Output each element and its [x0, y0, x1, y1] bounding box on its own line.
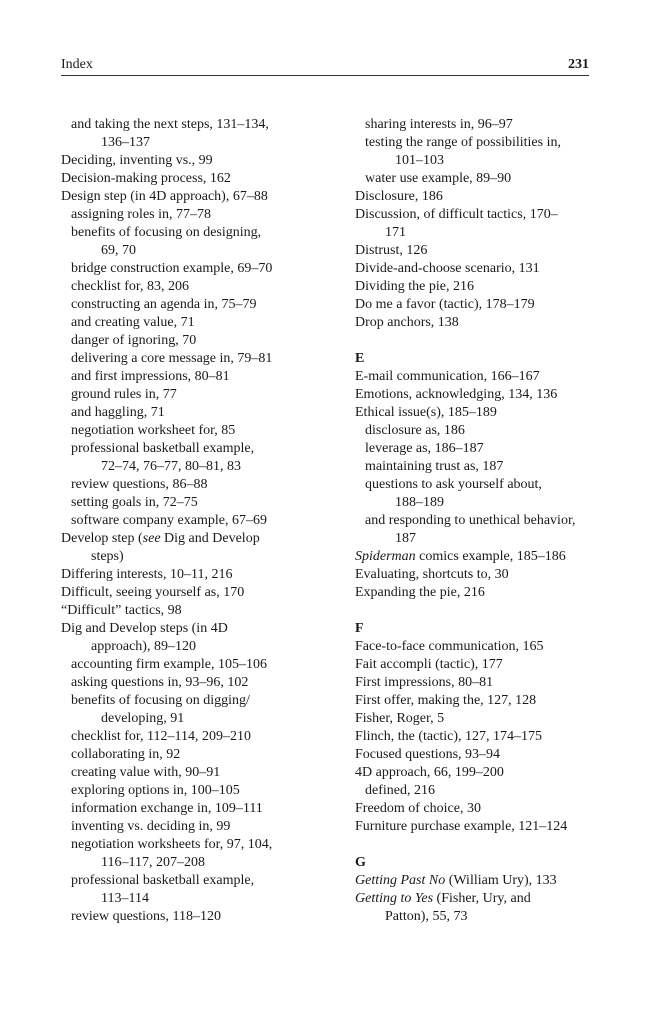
section-letter: E [355, 351, 365, 366]
index-subentry: testing the range of possibilities in, [365, 135, 561, 150]
index-subentry: steps) [91, 549, 124, 564]
index-subentry: and haggling, 71 [71, 405, 165, 420]
entry-text-part: Develop step ( [61, 531, 143, 546]
index-subentry: checklist for, 83, 206 [71, 279, 190, 294]
index-subentry: asking questions in, 93–96, 102 [71, 675, 249, 690]
index-entry [355, 890, 605, 908]
index-subentry: disclosure as, 186 [365, 423, 465, 438]
entry-text-part: comics example, 185–186 [415, 549, 566, 564]
index-subentry: negotiation worksheet for, 85 [71, 423, 236, 438]
entry-text-part: see [142, 531, 161, 546]
index-column-left [61, 116, 311, 926]
page-number: 231 [568, 57, 589, 72]
index-subentry: and responding to unethical behavior, [365, 513, 576, 528]
entry-text-part: (Fisher, Ury, and [433, 891, 531, 906]
index-subentry: software company example, 67–69 [71, 513, 267, 528]
index-subentry: danger of ignoring, 70 [71, 333, 197, 348]
index-entry: 4D approach, 66, 199–200 [355, 765, 504, 780]
index-subentry: accounting firm example, 105–106 [71, 657, 267, 672]
index-entry: Fisher, Roger, 5 [355, 711, 445, 726]
index-subentry: 136–137 [101, 135, 150, 150]
entry-text-part: Spiderman [355, 549, 416, 564]
index-subentry: professional basketball example, [71, 441, 255, 456]
index-entry: Focused questions, 93–94 [355, 747, 501, 762]
index-subentry: delivering a core message in, 79–81 [71, 351, 273, 366]
header-title: Index [61, 57, 93, 72]
index-subentry: constructing an agenda in, 75–79 [71, 297, 257, 312]
index-entry: Evaluating, shortcuts to, 30 [355, 567, 509, 582]
index-entry: Design step (in 4D approach), 67–88 [61, 189, 268, 204]
index-entry: First impressions, 80–81 [355, 675, 494, 690]
index-subentry: approach), 89–120 [91, 639, 196, 654]
section-spacer [355, 836, 605, 854]
index-subentry: review questions, 86–88 [71, 477, 208, 492]
index-subentry: developing, 91 [101, 711, 185, 726]
index-subentry: 116–117, 207–208 [101, 855, 205, 870]
index-entry: First offer, making the, 127, 128 [355, 693, 537, 708]
index-subentry: 113–114 [101, 891, 149, 906]
index-subentry: benefits of focusing on designing, [71, 225, 262, 240]
index-entry: Difficult, seeing yourself as, 170 [61, 585, 245, 600]
index-entry: Decision-making process, 162 [61, 171, 231, 186]
index-entry: Ethical issue(s), 185–189 [355, 405, 497, 420]
index-entry: Discussion, of difficult tactics, 170– [355, 207, 558, 222]
index-subentry: and creating value, 71 [71, 315, 195, 330]
index-subentry: and first impressions, 80–81 [71, 369, 230, 384]
section-spacer [355, 602, 605, 620]
index-entry: Furniture purchase example, 121–124 [355, 819, 568, 834]
index-subentry: water use example, 89–90 [365, 171, 512, 186]
index-entry: Differing interests, 10–11, 216 [61, 567, 233, 582]
entry-text-part: Getting to Yes [355, 891, 434, 906]
entry-text-part: (William Ury), 133 [445, 873, 557, 888]
index-subentry: negotiation worksheets for, 97, 104, [71, 837, 273, 852]
index-subentry: creating value with, 90–91 [71, 765, 221, 780]
index-subentry: 187 [395, 531, 416, 546]
index-subentry: 72–74, 76–77, 80–81, 83 [101, 459, 241, 474]
index-subentry: and taking the next steps, 131–134, [71, 117, 269, 132]
index-entry: E-mail communication, 166–167 [355, 369, 540, 384]
index-subentry: ground rules in, 77 [71, 387, 177, 402]
index-entry: Emotions, acknowledging, 134, 136 [355, 387, 558, 402]
index-subentry: information exchange in, 109–111 [71, 801, 263, 816]
index-entry: Disclosure, 186 [355, 189, 443, 204]
index-entry: Deciding, inventing vs., 99 [61, 153, 213, 168]
index-subentry: sharing interests in, 96–97 [365, 117, 513, 132]
entry-text-part: Dig and Develop [160, 531, 260, 546]
running-header [61, 56, 589, 76]
index-entry: Flinch, the (tactic), 127, 174–175 [355, 729, 543, 744]
index-subentry: setting goals in, 72–75 [71, 495, 198, 510]
index-column-right [355, 116, 605, 926]
section-letter: F [355, 621, 364, 636]
index-subentry: exploring options in, 100–105 [71, 783, 240, 798]
index-entry: Dividing the pie, 216 [355, 279, 474, 294]
index-entry: Divide-and-choose scenario, 131 [355, 261, 540, 276]
index-subentry: review questions, 118–120 [71, 909, 221, 924]
section-letter: G [355, 855, 366, 870]
index-subentry: defined, 216 [365, 783, 435, 798]
index-entry: Freedom of choice, 30 [355, 801, 481, 816]
index-subentry: maintaining trust as, 187 [365, 459, 504, 474]
index-entry: Distrust, 126 [355, 243, 428, 258]
index-subentry: inventing vs. deciding in, 99 [71, 819, 231, 834]
index-subentry: 188–189 [395, 495, 444, 510]
index-entry: Expanding the pie, 216 [355, 585, 485, 600]
index-subentry: checklist for, 112–114, 209–210 [71, 729, 251, 744]
index-subentry: leverage as, 186–187 [365, 441, 484, 456]
section-spacer [355, 332, 605, 350]
index-subentry: benefits of focusing on digging/ [71, 693, 250, 708]
index-subentry: professional basketball example, [71, 873, 255, 888]
index-entry [355, 872, 605, 890]
index-subentry: assigning roles in, 77–78 [71, 207, 211, 222]
index-entry: Dig and Develop steps (in 4D [61, 621, 228, 636]
index-entry: “Difficult” tactics, 98 [61, 603, 182, 618]
index-entry: Drop anchors, 138 [355, 315, 459, 330]
index-subentry: questions to ask yourself about, [365, 477, 542, 492]
index-subentry: bridge construction example, 69–70 [71, 261, 273, 276]
index-entry: Face-to-face communication, 165 [355, 639, 544, 654]
entry-text-part: Getting Past No [355, 873, 446, 888]
index-entry: Fait accompli (tactic), 177 [355, 657, 503, 672]
index-subentry: Patton), 55, 73 [385, 909, 468, 924]
index-entry [61, 530, 311, 548]
index-entry [355, 548, 605, 566]
index-subentry: 101–103 [395, 153, 444, 168]
index-subentry: 69, 70 [101, 243, 136, 258]
index-subentry: collaborating in, 92 [71, 747, 181, 762]
index-entry: Do me a favor (tactic), 178–179 [355, 297, 535, 312]
index-subentry: 171 [385, 225, 406, 240]
